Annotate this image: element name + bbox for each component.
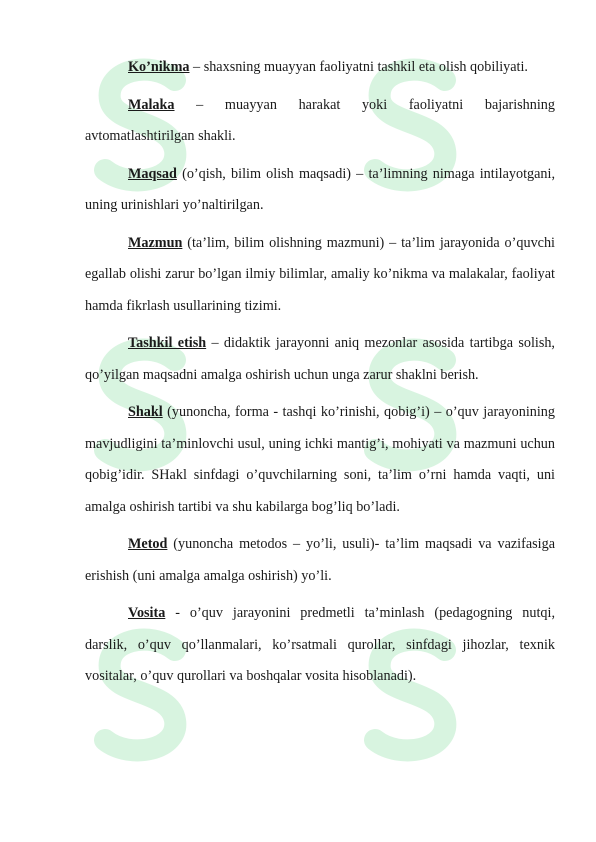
definition-metod bbox=[85, 529, 555, 592]
definition-tashkil-etish bbox=[85, 328, 555, 391]
term-konikma: Ko’nikma bbox=[128, 59, 190, 75]
term-metod: Metod bbox=[128, 536, 168, 552]
term-maqsad: Maqsad bbox=[128, 165, 177, 182]
definition-text: – shaxsning muayyan faoliyatni tashkil eta olish qobiliyati. bbox=[189, 59, 528, 75]
document-body bbox=[85, 52, 555, 699]
definition-maqsad bbox=[85, 159, 555, 222]
term-mazmun: Mazmun bbox=[128, 234, 183, 251]
definition-text: (ta’lim, bilim olishning mazmuni) – ta’lim jarayonida o’quvchi egallab olishi zarur bo’lgan ilmiy bilimlar, amaliy ko’nikma va malakalar, faoliyat hamda fikrlash usullarining tizimi. bbox=[85, 234, 555, 314]
term-tashkil-etish: Tashkil etish bbox=[128, 335, 207, 351]
definition-text: (o’qish, bilim olish maqsadi) – ta’limning nimaga intilayotgani, uning urinishlari yo’naltirilgan. bbox=[85, 165, 555, 213]
definition-mazmun bbox=[85, 228, 555, 323]
term-shakl: Shakl bbox=[128, 404, 163, 420]
definition-text: - o’quv jarayonini predmetli ta’minlash (pedagogning nutqi, darslik, o’quv qo’llanmalari, ko’rsatmali qurollar, sinfdagi jihozlar, texnik vositalar, o’quv qurollari va boshqalar vosita hisoblanadi). bbox=[85, 605, 555, 684]
term-malaka: Malaka bbox=[128, 96, 175, 113]
definition-text: – muayyan harakat yoki faoliyatni bajarishning avtomatlashtirilgan shakli. bbox=[85, 96, 555, 144]
term-vosita: Vosita bbox=[128, 605, 166, 621]
definition-text: – didaktik jarayonni aniq mezonlar asosida tartibga solish, qo’yilgan maqsadni amalga oshirish uchun unga zarur shaklni berish. bbox=[85, 335, 555, 383]
definition-vosita bbox=[85, 598, 555, 693]
definition-konikma bbox=[85, 52, 555, 84]
definition-text: (yunoncha metodos – yo’li, usuli)- ta’lim maqsadi va vazifasiga erishish (uni amalga amalga oshirish) yo’li. bbox=[85, 536, 555, 584]
definition-shakl bbox=[85, 397, 555, 523]
definition-malaka bbox=[85, 90, 555, 153]
definition-text: (yunoncha, forma - tashqi ko’rinishi, qobig’i) – o’quv jarayonining mavjudligini ta’minlovchi usul, uning ichki mantig’i, mohiyati va mazmuni uchun qobig’idir. SHakl sinfdagi o’quvchilarning soni, ta’lim o’rni hamda vaqti, uni amalga oshirish tartibi va shu kabilarga bog’liq bo’ladi. bbox=[85, 404, 555, 515]
